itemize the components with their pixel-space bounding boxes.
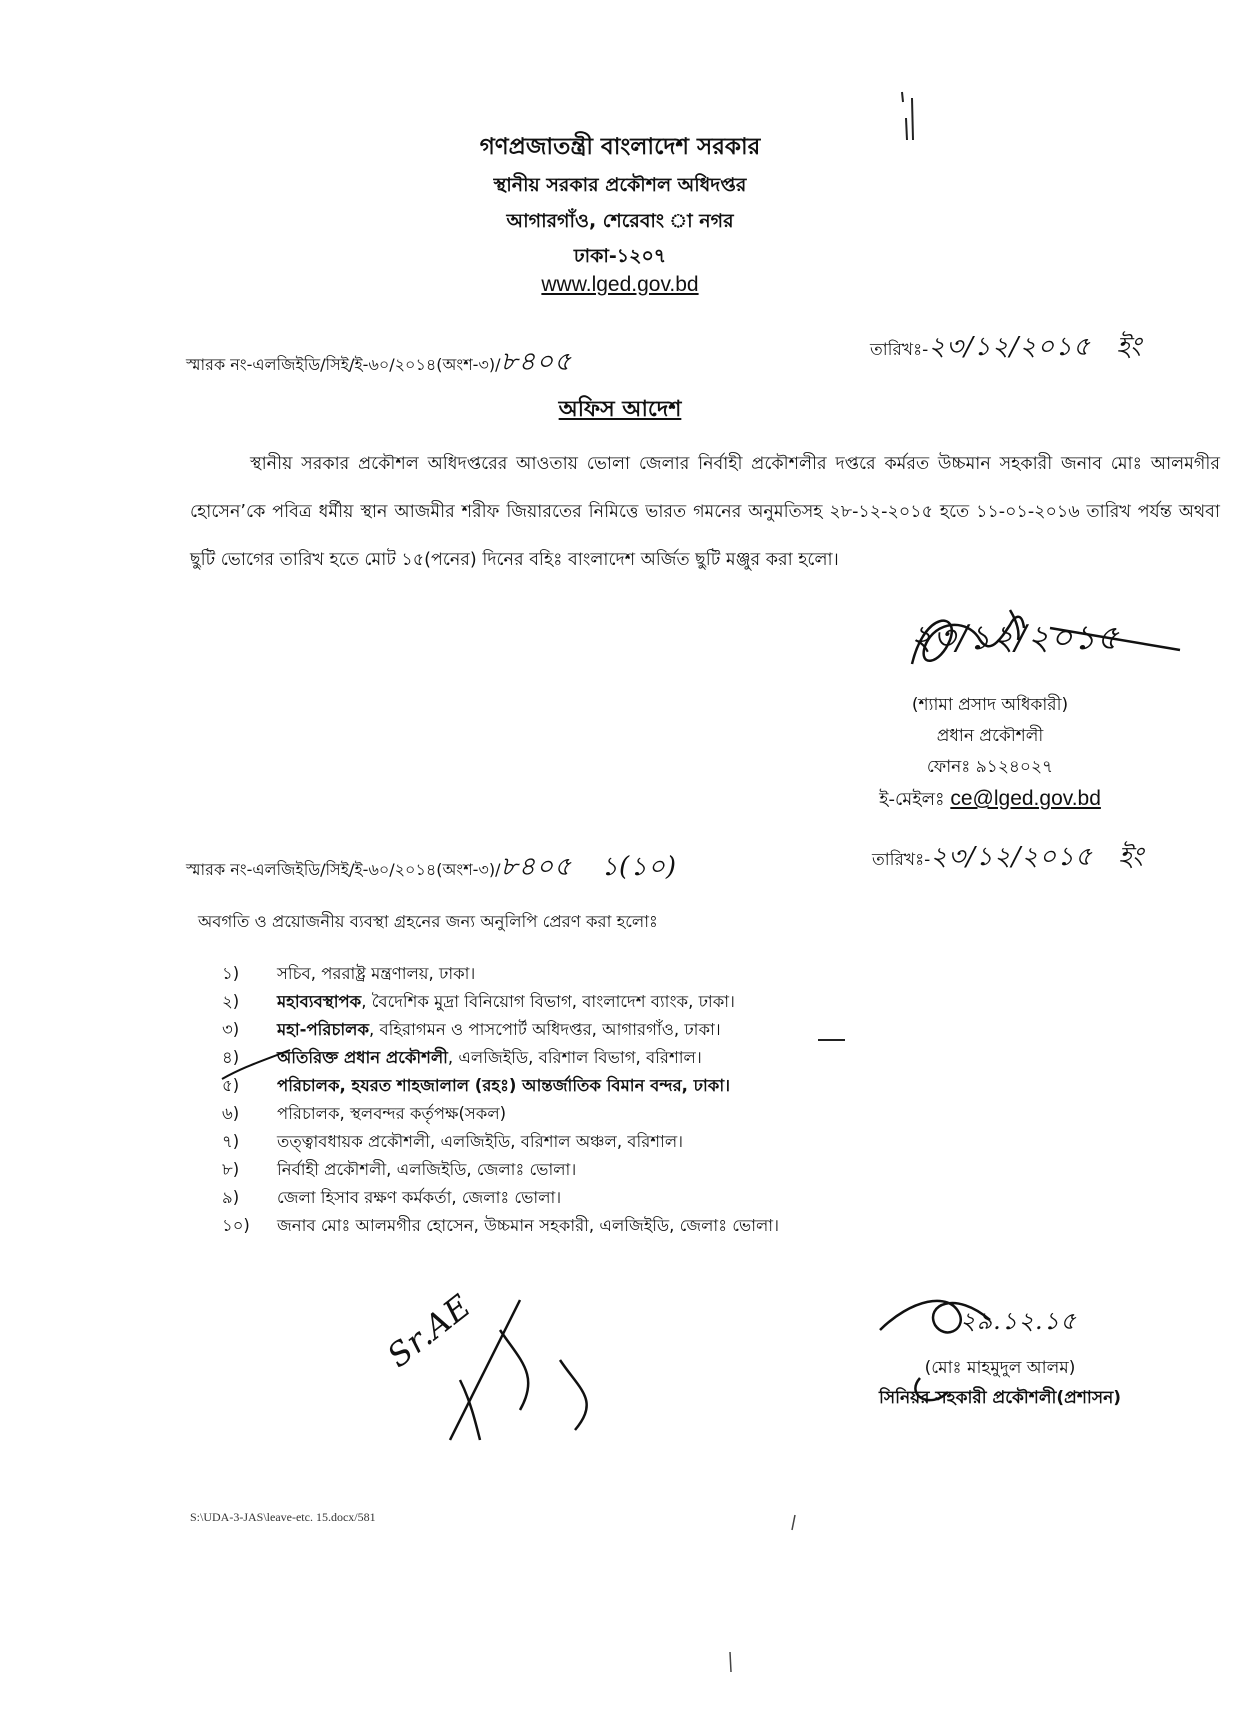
- government-title: গণপ্রজাতন্ত্রী বাংলাদেশ সরকার: [479, 134, 761, 160]
- memo-suffix-handwritten: ১(১০): [601, 852, 678, 882]
- signatory-2-designation: সিনিয়র সহকারী প্রকৌশলী(প্রশাসন): [879, 1388, 1121, 1408]
- list-item: ১০) জনাব মোঃ আলমগীর হোসেন, উচ্চমান সহকারী, এলজিইডি, জেলাঃ ভোলা।: [222, 1216, 779, 1235]
- stray-mark-icon: [792, 1515, 795, 1530]
- signatory-2-name: (মোঃ মাহমুদুল আলম): [924, 1358, 1076, 1378]
- memo-prefix: স্মারক নং-এলজিইডি/সিই/ই-৬০/২০১৪(অংশ-৩)/: [186, 355, 501, 374]
- date-suffix: ইং: [1116, 332, 1143, 362]
- email-link[interactable]: ce@lged.gov.bd: [950, 787, 1101, 810]
- date-suffix: ইং: [1118, 842, 1145, 872]
- stray-mark-icon: [730, 1652, 731, 1672]
- address-line-2: ঢাকা-১২০৭: [573, 245, 667, 267]
- memo-number-handwritten: ৮৪০৫: [500, 852, 573, 882]
- list-item: ৭) তত্ত্বাবধায়ক প্রকৌশলী, এলজিইডি, বরিশাল অঞ্চল, বরিশাল।: [222, 1132, 684, 1151]
- signature-2-scribble-icon: [880, 1301, 990, 1400]
- list-item: ১) সচিব, পররাষ্ট্র মন্ত্রণালয়, ঢাকা।: [222, 964, 476, 983]
- tick-mark-icon: [222, 1050, 290, 1079]
- file-path-footer: S:\UDA-3-JAS\leave-etc. 15.docx/581: [190, 1510, 376, 1524]
- initials-scribble-icon: [450, 1300, 587, 1440]
- date-handwritten: ২৩/১২/২০১৫: [928, 332, 1091, 362]
- signatory-phone: ফোনঃ ৯১২৪০২৭: [926, 757, 1054, 777]
- list-item: ৮) নির্বাহী প্রকৌশলী, এলজিইডি, জেলাঃ ভোলা।: [222, 1160, 577, 1179]
- memo-number-handwritten: ৮৪০৫: [500, 347, 573, 377]
- address-line-1: আগারগাঁও, শেরেবাং া নগর: [506, 210, 734, 232]
- signature-1-scribble-icon: [912, 610, 1180, 664]
- handwritten-note: Sr.AE: [380, 1286, 479, 1375]
- list-item: ৯) জেলা হিসাব রক্ষণ কর্মকর্তা, জেলাঃ ভোলা।: [222, 1188, 562, 1207]
- copy-intro: অবগতি ও প্রয়োজনীয় ব্যবস্থা গ্রহনের জন্য অনুলিপি প্রেরণ করা হলোঃ: [198, 912, 658, 931]
- list-item: ৬) পরিচালক, স্থলবন্দর কর্তৃপক্ষ(সকল): [222, 1104, 507, 1123]
- signature-2-handwritten-date: ২৯.১২.১৫: [960, 1307, 1077, 1335]
- memo-prefix: স্মারক নং-এলজিইডি/সিই/ই-৬০/২০১৪(অংশ-৩)/: [186, 860, 501, 879]
- department-name: স্থানীয় সরকার প্রকৌশল অধিদপ্তর: [493, 174, 747, 196]
- order-body: স্থানীয় সরকার প্রকৌশল অধিদপ্তরের আওতায় ভোলা জেলার নির্বাহী প্রকৌশলীর দপ্তরে কর্মরত উচ্চমান সহকারী জনাব মোঃ আলমগীর হোসেন’কে পবিত্র ধর্মীয় স্থান আজমীর শরীফ জিয়ারতের নিমিত্তে ভারত গমনের অনুমতিসহ ২৮-১২-২০১৫ হতে ১১-০১-২০১৬ তারিখ পর্যন্ত অথবা ছুটি ভোগের তারিখ হতে মোট ১৫(পনের) দিনের বহিঃ বাংলাদেশ অর্জিত ছুটি মঞ্জুর করা হলো।: [190, 454, 1220, 570]
- signature-1-handwritten-date: ২৩/১২/২০১৫: [910, 618, 1120, 658]
- list-item: ৪) অতিরিক্ত প্রধান প্রকৌশলী, এলজিইডি, বরিশাল বিভাগ, বরিশাল।: [222, 1048, 702, 1067]
- office-order-title: অফিস আদেশ: [558, 397, 682, 422]
- email-label: ই-মেইলঃ: [879, 789, 951, 810]
- date-handwritten: ২৩/১২/২০১৫: [930, 842, 1093, 872]
- list-item: ৩) মহা-পরিচালক, বহিরাগমন ও পাসপোর্ট অধিদপ্তর, আগারগাঁও, ঢাকা।: [222, 1020, 721, 1039]
- website-link[interactable]: www.lged.gov.bd: [541, 273, 699, 296]
- signatory-designation: প্রধান প্রকৌশলী: [936, 726, 1044, 746]
- list-item: ২) মহাব্যবস্থাপক, বৈদেশিক মুদ্রা বিনিয়োগ বিভাগ, বাংলাদেশ ব্যাংক, ঢাকা।: [222, 992, 735, 1011]
- signatory-name: (শ্যামা প্রসাদ অধিকারী): [911, 695, 1069, 715]
- date-label: তারিখঃ-: [870, 340, 929, 360]
- date-label: তারিখঃ-: [872, 850, 931, 870]
- margin-mark-icon: [902, 92, 913, 140]
- list-item: ৫) পরিচালক, হযরত শাহজালাল (রহঃ) আন্তর্জাতিক বিমান বন্দর, ঢাকা।: [222, 1076, 731, 1095]
